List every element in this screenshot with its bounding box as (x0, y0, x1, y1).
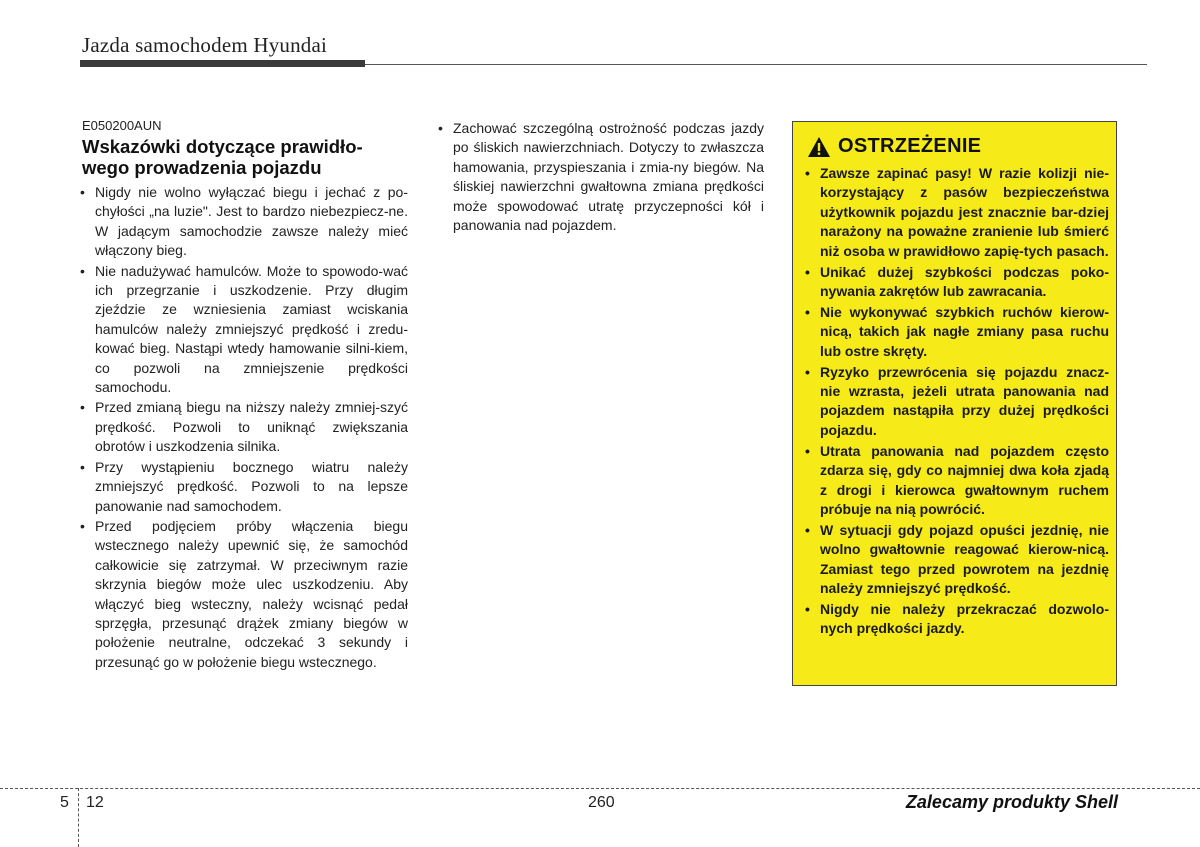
warning-item-text: Utrata panowania nad pojazdem często zdarza się, gdy co najmniej dwa koła zjadą z drogi i kierowca gwałtownym ruchem próbuje na nią powrócić. (820, 442, 1109, 517)
warning-header (807, 135, 981, 158)
header-rule (365, 64, 1147, 65)
warning-item (805, 363, 1109, 441)
list-item (80, 183, 408, 261)
list-item-text: Zachować szczególną ostrożność podczas jazdy po śliskich nawierzchniach. Dotyczy to zwłaszcza hamowania, przyspieszania i zmia-ny biegów. Na śliskiej nawierzchni gwałtowna zmiana prędkości może spowodować utratę przyczepności kół i panowania nad pojazdem. (453, 120, 764, 234)
warning-item (805, 303, 1109, 361)
warning-item (805, 600, 1109, 639)
bullet-dot: • (805, 442, 810, 459)
section-title-line2: wego prowadzenia pojazdu (82, 157, 322, 178)
list-item-text: Przy wystąpieniu bocznego wiatru należy zmniejszyć prędkość. Pozwoli to na lepsze panowanie nad samochodem. (95, 458, 408, 514)
page-in-chapter: 12 (86, 794, 104, 811)
warning-item-text: Zawsze zapinać pasy! W razie kolizji nie-korzystający z pasów bezpieczeństwa użytkownik pojazdu jest znacznie bar-dziej narażony na poważne zranienie lub śmierć niż osoba w prawidłowo zapię-tych pasach. (820, 165, 1109, 259)
bullet-dot: • (805, 303, 810, 320)
bullet-dot: • (80, 399, 85, 416)
warning-item-text: Unikać dużej szybkości podczas poko-nywania zakrętów lub zawracania. (820, 263, 1109, 299)
warning-item-text: W sytuacji gdy pojazd opuści jezdnię, nie wolno gwałtownie reagować kierow-nicą. Zamiast tego przed powrotem na jezdnię należy zmniejszyć prędkość. (820, 521, 1109, 597)
warning-item (805, 521, 1109, 599)
list-item-text: Nigdy nie wolno wyłączać biegu i jechać z po-chyłości „na luzie". Jest to bardzo niebezpiecz-ne. W jadącym samochodzie zawsze należy mieć włączony bieg. (95, 184, 408, 259)
list-item (80, 398, 408, 456)
list-item (438, 119, 764, 235)
left-column-list (80, 183, 408, 673)
bullet-dot: • (805, 363, 810, 380)
footer-slogan: Zalecamy produkty Shell (905, 792, 1118, 812)
list-item-text: Przed zmianą biegu na niższy należy zmniej-szyć prędkość. Pozwoli to uniknąć zwiększania obrotów i uszkodzenia silnika. (95, 399, 408, 455)
bullet-dot: • (80, 184, 85, 200)
warning-box (792, 121, 1117, 686)
section-code: E050200AUN (82, 118, 162, 133)
list-item-text: Nie nadużywać hamulców. Może to spowodo-wać ich przegrzanie i uszkodzenie. Przy długim zjeździe ze wzniesienia zamiast wciskania hamulców należy zmniejszyć prędkość i zredu-kować bieg. Nastąpi wtedy hamowanie silni-kiem, co pozwoli na zmniejszenie prędkości samochodu. (95, 262, 408, 396)
warning-title: OSTRZEŻENIE (838, 135, 982, 157)
bullet-dot: • (805, 165, 810, 181)
header-title: Jazda samochodem Hyundai (82, 33, 328, 57)
middle-column-list (438, 119, 764, 235)
section-title-line1: Wskazówki dotyczące prawidło- (82, 136, 363, 157)
warning-item-text: Nie wykonywać szybkich ruchów kierow-nicą, takich jak nagłe zmiany pasa ruchu lub ostre skręty. (820, 303, 1109, 359)
footer-vertical-divider (78, 788, 79, 847)
chapter-number: 5 (60, 794, 69, 811)
bullet-dot: • (80, 262, 85, 279)
bullet-dot: • (805, 600, 810, 617)
warning-item-text: Nigdy nie należy przekraczać dozwolo-nych prędkości jazdy. (820, 600, 1109, 637)
page-number: 260 (588, 794, 615, 811)
section-title (82, 136, 412, 178)
list-item (80, 458, 408, 516)
bullet-dot: • (805, 521, 810, 538)
warning-item (805, 442, 1109, 520)
warning-item (805, 164, 1109, 261)
bullet-dot: • (80, 458, 85, 475)
list-item (80, 262, 408, 398)
warning-item-text: Ryzyko przewrócenia się pojazdu znacz-nie wzrasta, jeżeli utrata panowania nad pojazdem nastąpiła przy dużej prędkości pojazdu. (820, 363, 1109, 438)
warning-triangle-icon (807, 136, 831, 158)
header-bar (80, 60, 365, 67)
list-item-text: Przed podjęciem próby włączenia biegu wstecznego należy upewnić się, że samochód całkowicie się zatrzymał. W przeciwnym razie skrzynia biegów może ulec uszkodzeniu. Aby włączyć bieg wsteczny, należy wcisnąć pedał sprzęgła, przesunąć drążek zmiany biegów w położenie neutralne, odczekać 3 sekundy i przesunąć go w położenie biegu wstecznego. (95, 517, 408, 670)
warning-list (805, 164, 1109, 640)
list-item (80, 517, 408, 672)
warning-item (805, 263, 1109, 302)
bullet-dot: • (438, 120, 443, 136)
footer-divider (0, 788, 1200, 789)
bullet-dot: • (80, 517, 85, 534)
bullet-dot: • (805, 263, 810, 280)
